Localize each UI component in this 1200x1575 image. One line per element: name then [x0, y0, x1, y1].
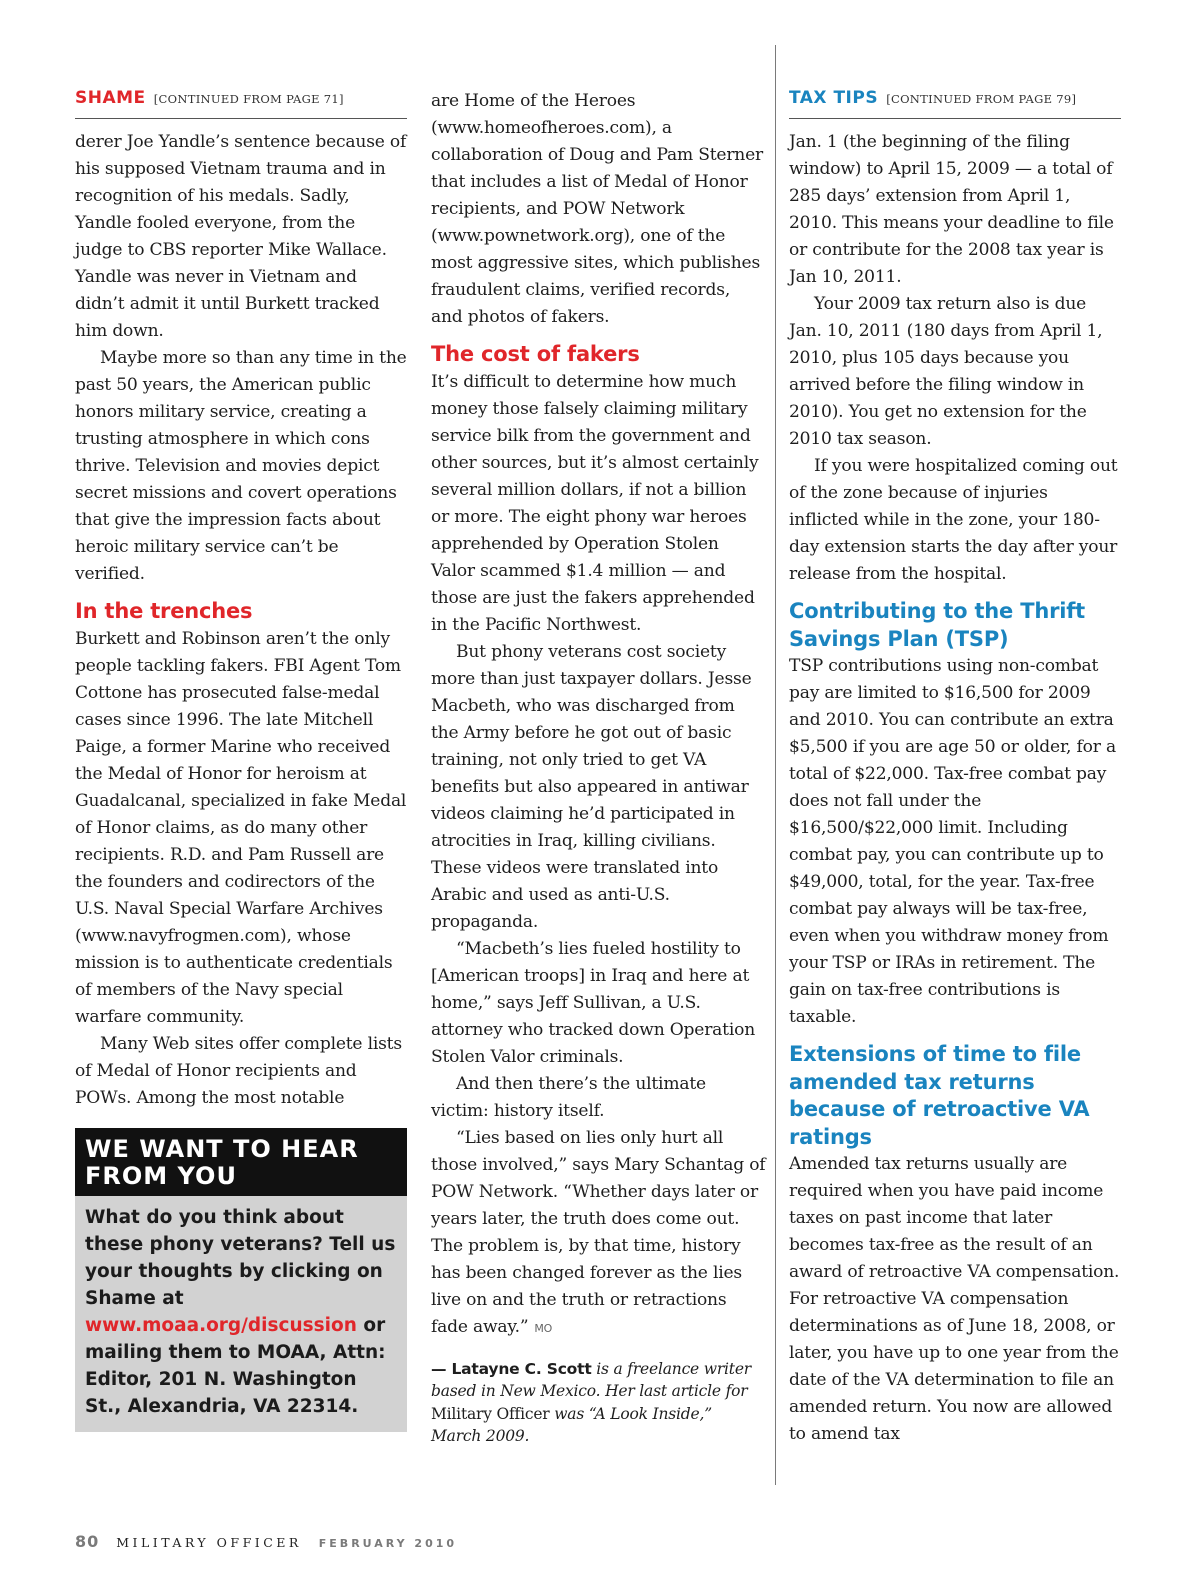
sidebar-text: What do you think about these phony veterans? Tell us your thoughts by clicking on Shame at: [85, 1206, 396, 1309]
author-name: — Latayne C. Scott: [431, 1359, 592, 1378]
credit-text: was “A Look Inside,” March 2009.: [431, 1404, 712, 1445]
paragraph: “Macbeth’s lies fueled hostility to [American troops] in Iraq and here at home,” says Jeff Sullivan, a U.S. attorney who tracked down Operation Stolen Valor criminals.: [431, 938, 756, 1067]
paragraph: But phony veterans cost society more than just taxpayer dollars. Jesse Macbeth, who was discharged from the Army before he got out of basic training, not only tried to get VA benefits but also appeared in antiwar videos claiming he’d participated in atrocities in Iraq, killing civilians. These videos were translated into Arabic and used as anti-U.S. propaganda.: [431, 641, 752, 932]
column-divider: [775, 45, 776, 1485]
end-mark: MO: [534, 1321, 553, 1335]
paragraph-text: “Lies based on lies only hurt all those involved,” says Mary Schantag of POW Network. “Whether days later or years later, the truth does come out. The problem is, by that time, history has been changed forever as the lies live on and the truth or retractions fade away.”: [431, 1127, 766, 1337]
subhead-extensions-amended-returns: Extensions of time to file amended tax returns because of retroactive VA ratings: [789, 1042, 1090, 1149]
paragraph: Jan. 1 (the beginning of the filing window) to April 15, 2009 — a total of 285 days’ extension from April 1, 2010. This means your deadline to file or contribute for the 2008 tax year is Jan 10, 2011.: [789, 132, 1114, 287]
paragraph: It’s difficult to determine how much money those falsely claiming military service bilk from the government and other sources, but it’s almost certainly several million dollars, if not a billion or more. The eight phony war heroes apprehended by Operation Stolen Valor scammed $1.4 million — and those are just the fakers apprehended in the Pacific Northwest.: [431, 371, 759, 635]
credit-text: is a freelance writer based in New Mexico. Her last article for: [431, 1359, 751, 1400]
paragraph: TSP contributions using non-combat pay are limited to $16,500 for 2009 and 2010. You can contribute an extra $5,500 if you are age 50 or older, for a total of $22,000. Tax-free combat pay does not fall under the $16,500/$22,000 limit. Including combat pay, you can contribute up to $49,000, total, for the year. Tax-free combat pay always will be tax-free, even when you withdraw money from your TSP or IRAs in retirement. The gain on tax-free contributions is taxable.: [789, 656, 1116, 1027]
sidebar-text: or mailing them to MOAA, Attn: Editor, 201 N. Washington St., Alexandria, VA 22314.: [85, 1314, 386, 1417]
page-footer: [75, 1532, 457, 1551]
paragraph: are Home of the Heroes (www.homeofheroes.com), a collaboration of Doug and Pam Sterner that includes a list of Medal of Honor recipients, and POW Network (www.pownetwork.org), one of the most aggressive sites, which publishes fraudulent claims, verified records, and photos of fakers.: [431, 91, 763, 327]
sidebar-body: [75, 1196, 407, 1432]
paragraph: And then there’s the ultimate victim: history itself.: [431, 1073, 706, 1121]
slug-label: SHAME: [75, 88, 146, 108]
section-slug-tax-tips: [789, 88, 1121, 119]
discussion-link[interactable]: www.moaa.org/discussion: [85, 1314, 357, 1336]
slug-continued-note: [CONTINUED FROM PAGE 79]: [886, 92, 1077, 106]
author-credit: [431, 1358, 766, 1448]
column-shame-continued: [431, 88, 766, 1448]
paragraph: derer Joe Yandle’s sentence because of his supposed Vietnam trauma and in recognition of his medals. Sadly, Yandle fooled everyone, from the judge to CBS reporter Mike Wallace. Yandle was never in Vietnam and didn’t admit it until Burkett tracked him down.: [75, 132, 407, 341]
sidebar-heading: WE WANT TO HEAR FROM YOU: [75, 1128, 407, 1196]
subhead-thrift-savings-plan: Contributing to the Thrift Savings Plan (TSP): [789, 599, 1086, 651]
magazine-name: MILITARY OFFICER: [116, 1535, 302, 1550]
issue-date: FEBRUARY 2010: [318, 1537, 458, 1550]
credit-magazine: Military Officer: [431, 1404, 550, 1423]
paragraph: Your 2009 tax return also is due Jan. 10, 2011 (180 days from April 1, 2010, plus 105 days because you arrived before the filing window in 2010). You get no extension for the 2010 tax season.: [789, 294, 1103, 449]
slug-label: TAX TIPS: [789, 88, 879, 108]
paragraph: Many Web sites offer complete lists of Medal of Honor recipients and POWs. Among the most notable: [75, 1033, 402, 1108]
paragraph: Burkett and Robinson aren’t the only people tackling fakers. FBI Agent Tom Cottone has prosecuted false-medal cases since 1996. The late Mitchell Paige, a former Marine who received the Medal of Honor for heroism at Guadalcanal, specialized in fake Medal of Honor claims, as do many other recipients. R.D. and Pam Russell are the founders and codirectors of the U.S. Naval Special Warfare Archives (www.navyfrogmen.com), whose mission is to authenticate credentials of members of the Navy special warfare community.: [75, 628, 407, 1027]
slug-continued-note: [CONTINUED FROM PAGE 71]: [153, 92, 344, 106]
paragraph: If you were hospitalized coming out of the zone because of injuries inflicted while in the zone, your 180-day extension starts the day after your release from the hospital.: [789, 456, 1118, 584]
paragraph: [431, 1125, 766, 1342]
subhead-in-the-trenches: In the trenches: [75, 599, 253, 623]
column-tax-tips: [789, 88, 1121, 1448]
subhead-cost-of-fakers: The cost of fakers: [431, 342, 640, 366]
paragraph: Amended tax returns usually are required when you have paid income taxes on past income that later becomes tax-free as the result of an award of retroactive VA compensation. For retroactive VA compensation determinations as of June 18, 2008, or later, you have up to one year from the date of the VA determination to file an amended return. You now are allowed to amend tax: [789, 1154, 1120, 1444]
section-slug-shame: [75, 88, 407, 119]
column-shame: [75, 88, 407, 1432]
page-number: 80: [75, 1532, 100, 1551]
paragraph: Maybe more so than any time in the past 50 years, the American public honors military service, creating a trusting atmosphere in which cons thrive. Television and movies depict secret missions and covert operations that give the impression facts about heroic military service can’t be verified.: [75, 348, 407, 584]
feedback-sidebar: [75, 1128, 407, 1432]
